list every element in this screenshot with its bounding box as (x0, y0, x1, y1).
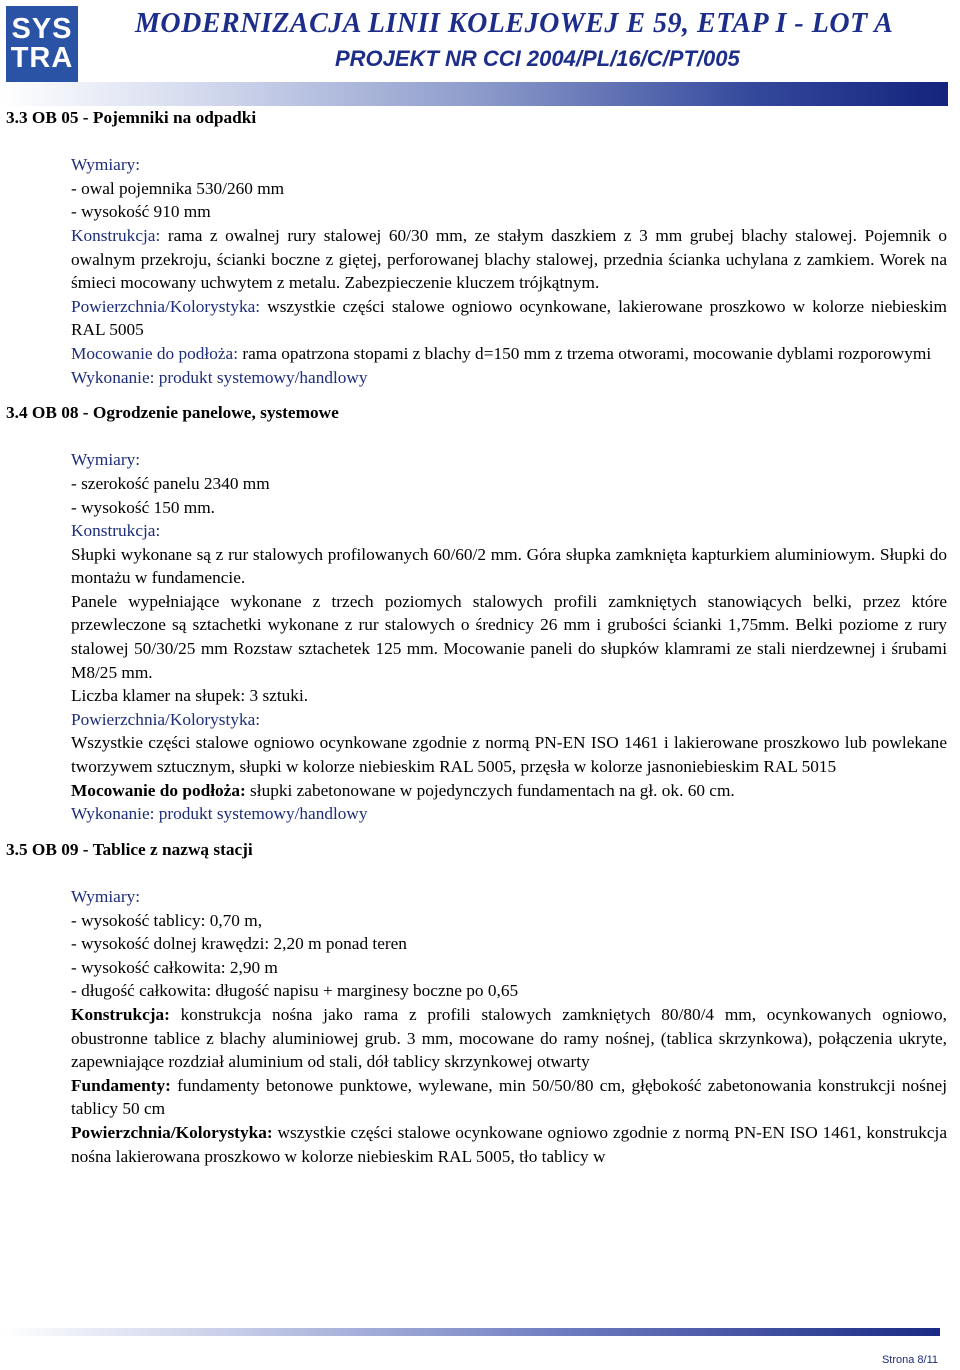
logo-line-1: SYS (11, 13, 73, 45)
dimension-line: - wysokość 910 mm (71, 202, 211, 222)
konstrukcja-text: konstrukcja nośna jako rama z profili stalowych zamkniętych 80/80/4 mm, ocynkowanych ogniowo, obustronne tablice z blachy aluminiowej grub. 3 mm, mocowane do ramy nośnej, (tablica skrzynkowa), połączenia ukryte, zapewniające rozdział aluminium od stali, dół tablicy skrzynkowej otwarty (71, 1004, 947, 1072)
header-subtitle: PROJEKT NR CCI 2004/PL/16/C/PT/005 (335, 46, 740, 71)
mocowanie-text: słupki zabetonowane w pojedynczych fundamentach na gł. ok. 60 cm. (245, 780, 735, 800)
header-title: MODERNIZACJA LINII KOLEJOWEJ E 59, ETAP I - LOT A (135, 8, 894, 39)
mocowanie-text: rama opatrzona stopami z blachy d=150 mm z trzema otworami, mocowanie dyblami rozporowymi (238, 343, 932, 363)
konstrukcja-paragraph: Panele wypełniające wykonane z trzech poziomych stalowych profili zamkniętych stanowiących belki, przez które przewleczone są sztachetki wykonane z rur stalowych o średnicy 26 mm i grubości ścianki 1,75mm. Belki poziome z rury stalowej 50/30/25 mm Rozstaw sztachetek 125 mm. Mocowanie paneli do słupków klamrami ze stali nierdzewnej i śrubami M8/25 mm. (71, 591, 947, 682)
konstrukcja-label: Konstrukcja: (71, 521, 161, 541)
powierzchnia-text: Wszystkie części stalowe ogniowo ocynkowane zgodnie z normą PN-EN ISO 1461 i lakierowane proszkowo lub powlekane tworzywem sztucznym, słupki w kolorze niebieskim RAL 5005, przęsła w kolorze jasnoniebieskim RAL 5015 (71, 733, 947, 777)
wykonanie-text: produkt systemowy/handlowy (154, 367, 368, 387)
footer-gradient-bar (0, 1328, 940, 1336)
dimension-line: - owal pojemnika 530/260 mm (71, 178, 285, 198)
konstrukcja-text: rama z owalnej rury stalowej 60/30 mm, ze stałym daszkiem z 3 mm grubej blachy stalowej. Pojemnik o owalnym przekroju, ścianki boczne z giętej, perforowanej blachy stalowej, przednia ścianka uchylana z zamkiem. Worek na śmieci mocowany uchwytem z metalu. Zabezpieczenie kluczem trójkątnym. (71, 225, 947, 293)
systra-logo (6, 6, 78, 82)
dimension-line: - wysokość tablicy: 0,70 m, (71, 910, 263, 930)
powierzchnia-label: Powierzchnia/Kolorystyka: (71, 296, 261, 316)
logo-line-2: TRA (10, 42, 74, 74)
wymiary-label: Wymiary: (71, 450, 141, 470)
wymiary-label: Wymiary: (71, 887, 141, 906)
fundamenty-text: fundamenty betonowe punktowe, wylewane, min 50/50/80 cm, głębokość zabetonowania konstrukcji nośnej tablicy 50 cm (71, 1075, 947, 1119)
konstrukcja-paragraph: Słupki wykonane są z rur stalowych profilowanych 60/60/2 mm. Góra słupka zamknięta kapturkiem aluminiowym. Słupki do montażu w fundamencie. (71, 544, 947, 588)
konstrukcja-label: Konstrukcja: (71, 1004, 170, 1024)
konstrukcja-paragraph: Liczba klamer na słupek: 3 sztuki. (71, 686, 309, 706)
powierzchnia-label: Powierzchnia/Kolorystyka: (71, 709, 261, 729)
dimension-line: - szerokość panelu 2340 mm (71, 473, 270, 493)
dimension-line: - wysokość 150 mm. (71, 497, 216, 517)
dimension-line: - wysokość dolnej krawędzi: 2,20 m ponad teren (71, 934, 407, 954)
section-heading-3-3: 3.3 OB 05 - Pojemniki na odpadki (6, 108, 257, 127)
konstrukcja-label: Konstrukcja: (71, 225, 161, 245)
section-heading-3-4: 3.4 OB 08 - Ogrodzenie panelowe, systemowe (6, 403, 339, 423)
powierzchnia-label: Powierzchnia/Kolorystyka: (71, 1122, 273, 1142)
page-number: Strona 8/11 (881, 1354, 938, 1366)
mocowanie-label: Mocowanie do podłoża: (71, 343, 239, 363)
wykonanie-label: Wykonanie: (71, 804, 155, 824)
section-3-4-body (71, 448, 947, 826)
section-heading-3-5: 3.5 OB 09 - Tablice z nazwą stacji (6, 839, 253, 859)
mocowanie-label: Mocowanie do podłoża: (71, 780, 246, 800)
wymiary-label: Wymiary: (71, 155, 141, 175)
header-gradient-bar (0, 82, 948, 106)
dimension-line: - długość całkowita: długość napisu + marginesy boczne po 0,65 (71, 981, 519, 1001)
fundamenty-label: Fundamenty: (71, 1075, 171, 1095)
wykonanie-text: produkt systemowy/handlowy (154, 804, 368, 824)
section-3-5-body (71, 885, 947, 1168)
dimension-line: - wysokość całkowita: 2,90 m (71, 957, 278, 977)
document-body (0, 106, 960, 1168)
powierzchnia-text: wszystkie części stalowe ocynkowane ogniowo zgodnie z normą PN-EN ISO 1461, konstrukcja nośna lakierowana proszkowo w kolorze niebieskim RAL 5005, tło tablicy w (71, 1122, 947, 1166)
wykonanie-label: Wykonanie: (71, 367, 155, 387)
section-3-3-body (71, 153, 947, 389)
powierzchnia-text: wszystkie części stalowe ogniowo ocynkowane, lakierowane proszkowo w kolorze niebieskim RAL 5005 (71, 296, 947, 340)
